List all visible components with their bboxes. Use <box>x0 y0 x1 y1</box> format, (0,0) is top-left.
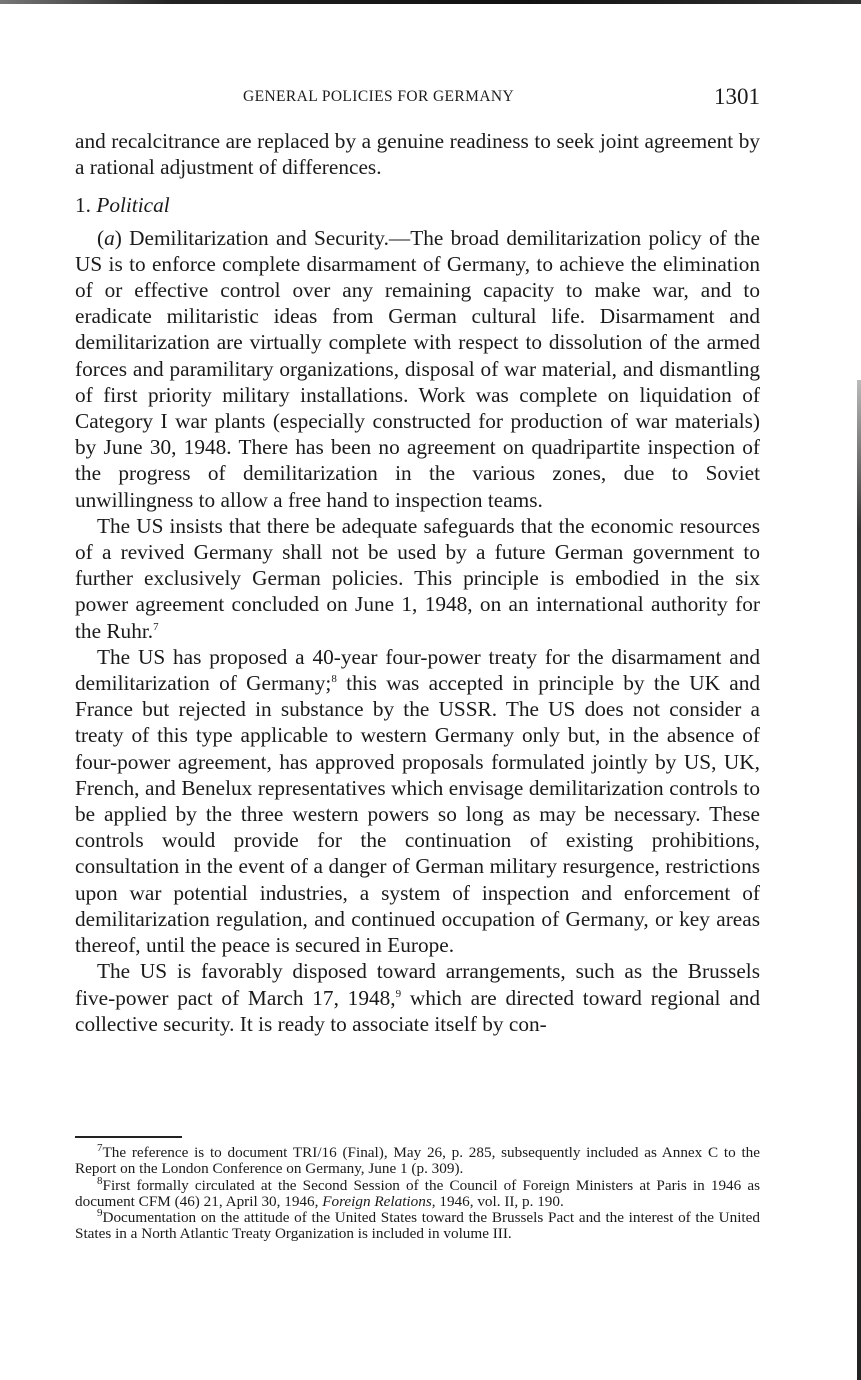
paragraph-text: this was accepted in principle by the UK and France but rejected in substance by the USSR. The US does not consider a treaty of this type applicable to western Germany only but, in the absence of four-power agreement, has approved proposals formulated jointly by US, UK, French, and Benelux representatives which envisage demilitarization controls to be applied by the three western powers so long as may be necessary. These controls would provide for the continuation of existing prohibitions, consultation in the event of a danger of German military resurgence, restrictions upon war potential industries, a system of inspection and enforcement of demilitarization regulation, and continued occupation of Germany, or key areas thereof, until the peace is secured in Europe. <box>75 671 761 958</box>
footnote-italic-title: Foreign Relations <box>322 1192 432 1210</box>
subsection-letter: a <box>104 225 115 250</box>
footnote-marker: 8 <box>97 1174 103 1187</box>
footnote-7 <box>75 1141 760 1178</box>
footnote-divider <box>75 1136 182 1138</box>
continuation-paragraph: and recalcitrance are replaced by a genuine readiness to seek joint agreement by a rational adjustment of differences. <box>75 129 760 180</box>
paragraph-safeguards <box>75 513 760 644</box>
footnote-text: , 1946, vol. II, p. 190. <box>431 1192 564 1210</box>
paragraph-text: which are directed toward regional and collective security. It is ready to associate itself by con- <box>75 985 760 1036</box>
paragraph-treaty <box>75 644 760 958</box>
paragraph-demilitarization <box>75 225 760 513</box>
footnotes <box>75 1141 760 1243</box>
footnote-marker: 7 <box>97 1141 103 1154</box>
paragraph-text: The US insists that there be adequate safeguards that the economic resources of a revived Germany shall not be used by a future German government to further exclusively German policies. This principle is embodied in the six power agreement concluded on June 1, 1948, on an international authority for the Ruhr. <box>75 513 760 643</box>
footnote-ref[interactable]: 8 <box>331 672 337 685</box>
section-label: Political <box>96 193 170 218</box>
section-heading <box>75 192 760 218</box>
body-text <box>75 128 760 1037</box>
footnote-ref[interactable]: 7 <box>153 620 159 633</box>
running-head <box>75 84 760 114</box>
footnote-marker: 9 <box>97 1207 103 1220</box>
paragraph-text: The US has proposed a 40-year four-power treaty for the disarmament and demilitarization of Germany; <box>75 644 760 696</box>
footnote-text: Documentation on the attitude of the United States toward the Brussels Pact and the interest of the United States in a North Atlantic Treaty Organization is included in volume III. <box>75 1209 760 1243</box>
page-number: 1301 <box>714 84 760 109</box>
running-title: GENERAL POLICIES FOR GERMANY <box>243 88 515 105</box>
section-number: 1. <box>75 193 91 218</box>
footnote-text: The reference is to document TRI/16 (Final), May 26, p. 285, subsequently included as Annex C to the Report on the London Conference on Germany, June 1 (p. 309). <box>75 1144 760 1178</box>
paragraph-brussels <box>75 958 760 1037</box>
scan-right-edge <box>857 380 861 1380</box>
paragraph-text: The US is favorably disposed toward arrangements, such as the Brussels five-power pact of March 17, 1948, <box>75 959 760 1010</box>
subsection-marker: (a) <box>97 225 122 250</box>
footnote-8 <box>75 1174 760 1211</box>
footnote-text: First formally circulated at the Second Session of the Council of Foreign Ministers at Paris in 1946 as document CFM (46) 21, April 30, 1946, <box>75 1176 760 1210</box>
scan-top-edge <box>0 0 861 4</box>
footnote-9 <box>75 1207 760 1243</box>
paragraph-text: Demilitarization and Security.—The broad demilitarization policy of the US is to enforce complete disarmament of Germany, to achieve the elimination of or effective control over any remaining capacity to make war, and to eradicate militaristic ideas from German cultural life. Disarmament and demilitarization are virtually complete with respect to dissolution of the armed forces and paramilitary organizations, disposal of war material, and dismantling of first priority military installations. Work was complete on liquidation of Category I war plants (especially constructed for production of war materials) by June 30, 1948. There has been no agreement on quadripartite inspection of the progress of demilitarization in the various zones, due to Soviet unwillingness to allow a free hand to inspection teams. <box>75 225 760 512</box>
footnote-ref[interactable]: 9 <box>395 987 402 1000</box>
